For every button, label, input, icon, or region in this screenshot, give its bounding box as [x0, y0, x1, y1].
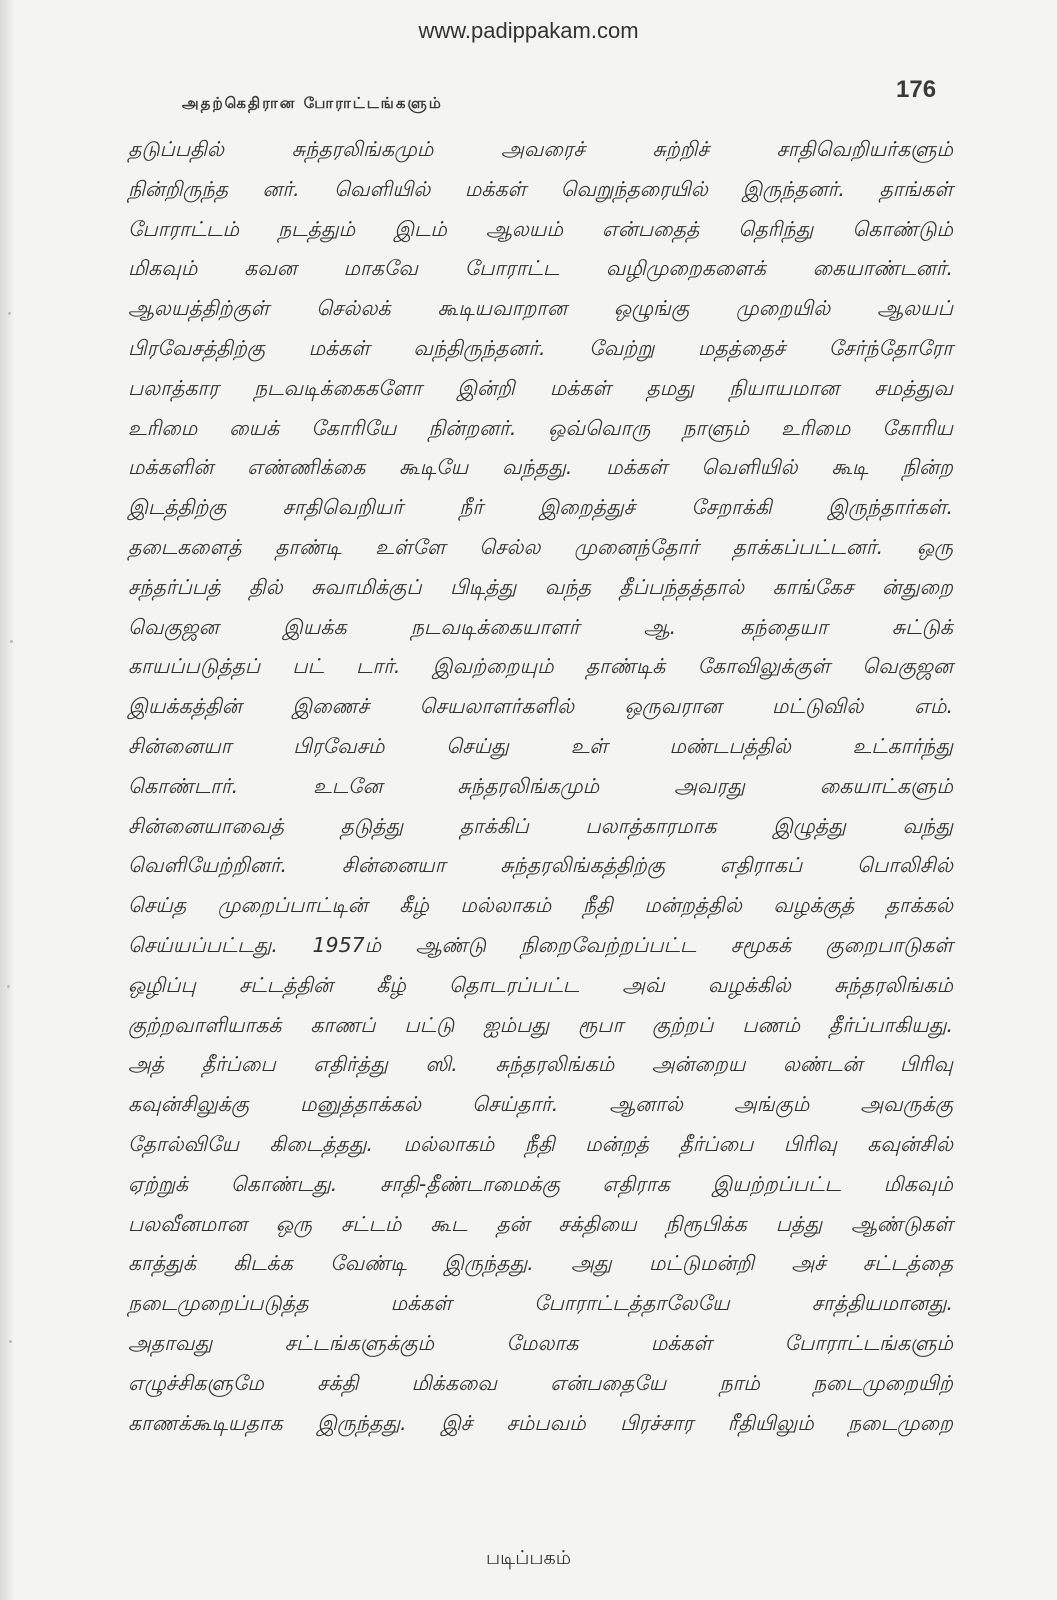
text-line: ஏற்றுக் கொண்டது. சாதி-தீண்டாமைக்கு எதிராக இயற்றப்பட்ட மிகவும்	[128, 1171, 953, 1196]
text-line: ஆலயத்திற்குள் செல்லக் கூடியவாறான ஒழுங்கு முறையில் ஆலயப்	[128, 296, 953, 321]
scan-speck	[8, 312, 11, 315]
text-line: ஒழிப்பு சட்டத்தின் கீழ் தொடரப்பட்ட அவ் வழக்கில் சுந்தரலிங்கம்	[128, 972, 953, 997]
text-line: தடுப்பதில் சுந்தரலிங்கமும் அவரைச் சுற்றிச் சாதிவெறியர்களும்	[128, 137, 953, 161]
text-line: வெளியேற்றினர். சின்னையா சுந்தரலிங்கத்திற்கு எதிராகப் பொலிசில்	[128, 853, 953, 878]
text-line: அத் தீர்ப்பை எதிர்த்து ஸி. சுந்தரலிங்கம் அன்றைய லண்டன் பிரிவு	[128, 1052, 953, 1077]
text-line: செய்யப்பட்டது. 1957ம் ஆண்டு நிறைவேற்றப்பட்ட சமூகக் குறைபாடுகள்	[128, 932, 953, 957]
text-line: தடைகளைத் தாண்டி உள்ளே செல்ல முனைந்தோர் தாக்கப்பட்டனர். ஒரு	[128, 534, 953, 559]
text-line: வெகுஜன இயக்க நடவடிக்கையாளர் ஆ. கந்தையா சுட்டுக்	[128, 614, 953, 639]
scan-speck	[9, 1340, 12, 1343]
scan-speck	[10, 640, 13, 643]
text-line: சின்னையா பிரவேசம் செய்து உள் மண்டபத்தில் உட்கார்ந்து	[128, 733, 953, 758]
page-number: 176	[896, 76, 937, 103]
text-line: பலாத்கார நடவடிக்கைகளோ இன்றி மக்கள் தமது நியாயமான சமத்துவ	[128, 375, 953, 400]
site-url[interactable]: www.padippakam.com	[418, 18, 639, 43]
text-line: நடைமுறைப்படுத்த மக்கள் போராட்டத்தாலேயே சாத்தியமானது.	[128, 1291, 953, 1316]
text-line: தோல்வியே கிடைத்தது. மல்லாகம் நீதி மன்றத் தீர்ப்பை பிரிவு கவுன்சில்	[128, 1131, 953, 1156]
text-line: எழுச்சிகளுமே சக்தி மிக்கவை என்பதையே நாம் நடைமுறையிற்	[128, 1370, 953, 1395]
scan-speck	[7, 985, 10, 988]
text-line: மிகவும் கவன மாகவே போராட்ட வழிமுறைகளைக் கையாண்டனர்.	[128, 256, 953, 281]
text-line: மக்களின் எண்ணிக்கை கூடியே வந்தது. மக்கள் வெளியில் கூடி நின்ற	[128, 455, 953, 480]
page-edge	[0, 0, 14, 1600]
text-line: பிரவேசத்திற்கு மக்கள் வந்திருந்தனர். வேற்று மதத்தைச் சேர்ந்தோரோ	[128, 335, 953, 360]
body-text	[128, 130, 953, 1443]
text-line: அதாவது சட்டங்களுக்கும் மேலாக மக்கள் போராட்டங்களும்	[128, 1330, 953, 1355]
text-line: கொண்டார். உடனே சுந்தரலிங்கமும் அவரது கையாட்களும்	[128, 773, 953, 798]
text-line: காயப்படுத்தப் பட் டார். இவற்றையும் தாண்டிக் கோவிலுக்குள் வெகுஜன	[128, 654, 953, 679]
text-line: உரிமை யைக் கோரியே நின்றனர். ஒவ்வொரு நாளும் உரிமை கோரிய	[128, 415, 953, 440]
text-line: இயக்கத்தின் இணைச் செயலாளர்களில் ஒருவரான மட்டுவில் எம்.	[128, 694, 953, 719]
text-line: சந்தர்ப்பத் தில் சுவாமிக்குப் பிடித்து வந்த தீப்பந்தத்தால் காங்கேச ன்துறை	[128, 574, 953, 599]
text-line: கவுன்சிலுக்கு மனுத்தாக்கல் செய்தார். ஆனால் அங்கும் அவருக்கு	[128, 1092, 953, 1117]
text-line: இடத்திற்கு சாதிவெறியர் நீர் இறைத்துச் சேறாக்கி இருந்தார்கள்.	[128, 495, 953, 520]
text-line: சின்னையாவைத் தடுத்து தாக்கிப் பலாத்காரமாக இழுத்து வந்து	[128, 813, 953, 838]
footer-text: படிப்பகம்	[486, 1547, 571, 1569]
text-line: காத்துக் கிடக்க வேண்டி இருந்தது. அது மட்டுமன்றி அச் சட்டத்தை	[128, 1251, 953, 1276]
text-line: நின்றிருந்த னர். வெளியில் மக்கள் வெறுந்தரையில் இருந்தனர். தாங்கள்	[128, 176, 953, 201]
running-head: அதற்கெதிரான போராட்டங்களும்	[182, 94, 443, 112]
text-line: காணக்கூடியதாக இருந்தது. இச் சம்பவம் பிரச்சார ரீதியிலும் நடைமுறை	[128, 1410, 953, 1435]
text-line: குற்றவாளியாகக் காணப் பட்டு ஐம்பது ரூபா குற்றப் பணம் தீர்ப்பாகியது.	[128, 1012, 953, 1037]
text-line: போராட்டம் நடத்தும் இடம் ஆலயம் என்பதைத் தெரிந்து கொண்டும்	[128, 216, 953, 241]
text-line: செய்த முறைப்பாட்டின் கீழ் மல்லாகம் நீதி மன்றத்தில் வழக்குத் தாக்கல்	[128, 893, 953, 918]
text-line: பலவீனமான ஒரு சட்டம் கூட தன் சக்தியை நிரூபிக்க பத்து ஆண்டுகள்	[128, 1211, 953, 1236]
